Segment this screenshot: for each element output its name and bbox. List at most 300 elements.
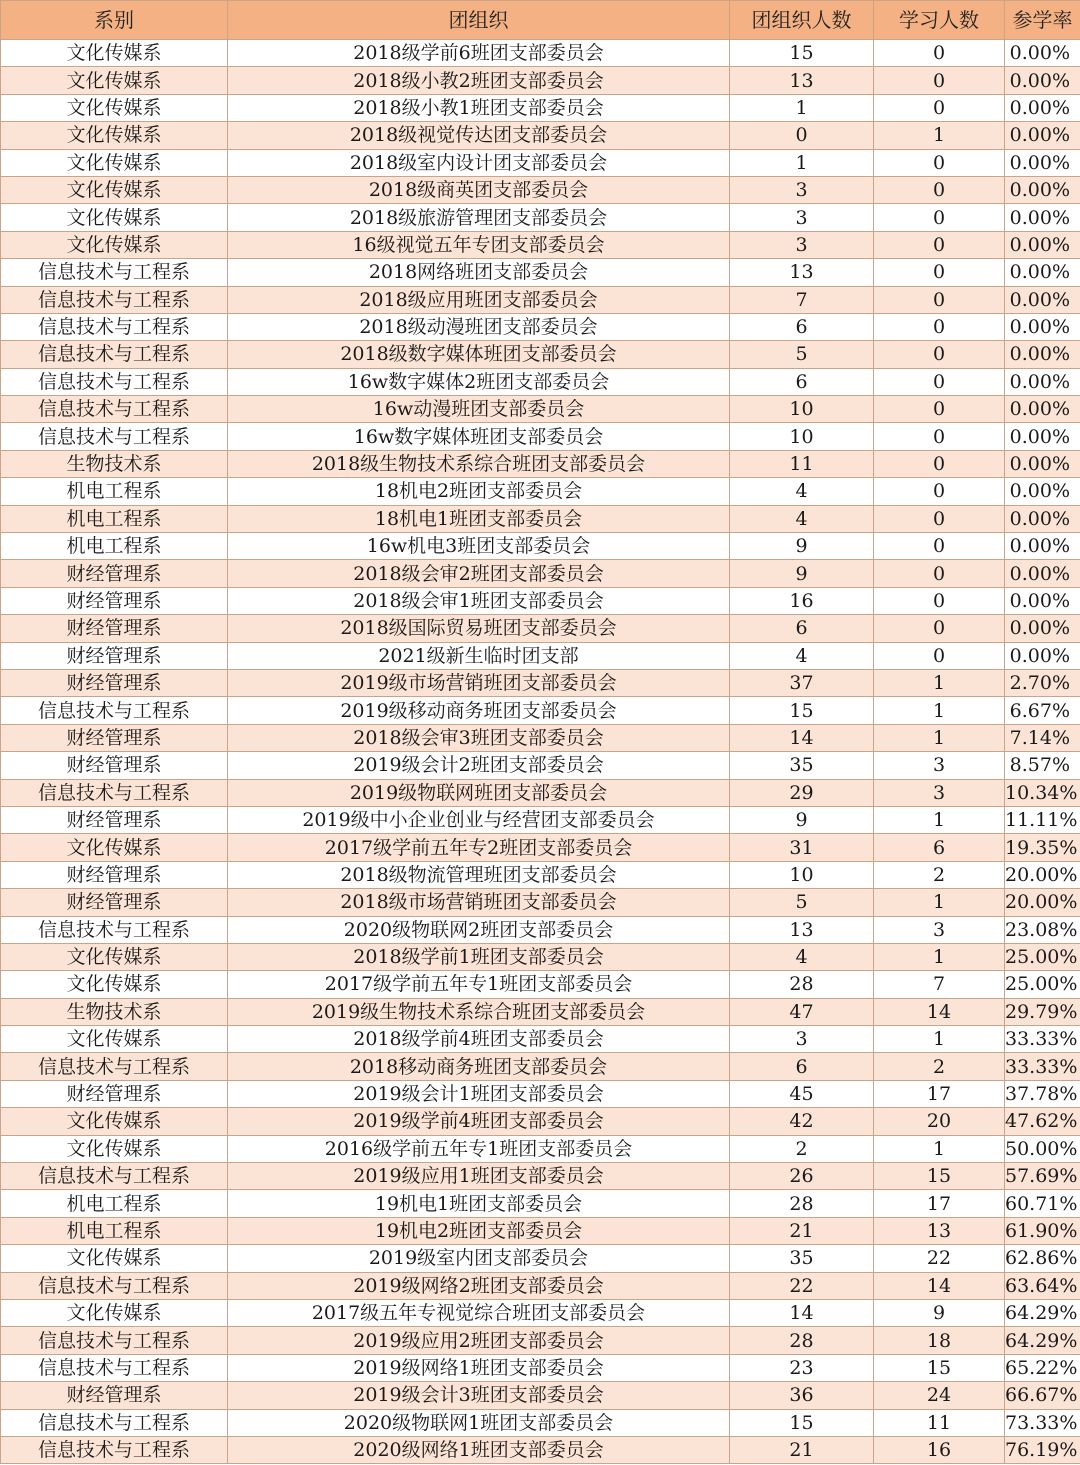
cell-participation-rate: 0.00% — [1005, 341, 1080, 368]
table-row — [1, 1135, 1080, 1162]
cell-department: 财经管理系 — [1, 560, 228, 587]
table-row — [1, 1382, 1080, 1409]
cell-organization: 2019级网络2班团支部委员会 — [228, 1272, 730, 1299]
cell-organization: 2019级生物技术系综合班团支部委员会 — [228, 998, 730, 1025]
cell-department: 文化传媒系 — [1, 204, 228, 231]
table-row — [1, 122, 1080, 149]
header-organization: 团组织 — [228, 1, 730, 40]
cell-organization: 2018级学前6班团支部委员会 — [228, 40, 730, 67]
table-row — [1, 1026, 1080, 1053]
cell-organization: 2018级动漫班团支部委员会 — [228, 313, 730, 340]
cell-member-count: 5 — [730, 889, 874, 916]
cell-department: 信息技术与工程系 — [1, 396, 228, 423]
table-row — [1, 1272, 1080, 1299]
cell-participation-rate: 73.33% — [1005, 1409, 1080, 1436]
cell-participation-rate: 64.29% — [1005, 1299, 1080, 1326]
cell-participation-rate: 23.08% — [1005, 916, 1080, 943]
cell-organization: 2017级五年专视觉综合班团支部委员会 — [228, 1299, 730, 1326]
cell-learner-count: 1 — [874, 806, 1005, 833]
cell-learner-count: 1 — [874, 889, 1005, 916]
cell-member-count: 45 — [730, 1080, 874, 1107]
table-header — [1, 1, 1080, 40]
cell-member-count: 9 — [730, 806, 874, 833]
cell-organization: 2019级会计3班团支部委员会 — [228, 1382, 730, 1409]
table-row — [1, 889, 1080, 916]
cell-participation-rate: 66.67% — [1005, 1382, 1080, 1409]
cell-participation-rate: 0.00% — [1005, 615, 1080, 642]
cell-participation-rate: 0.00% — [1005, 259, 1080, 286]
cell-member-count: 4 — [730, 642, 874, 669]
cell-learner-count: 6 — [874, 834, 1005, 861]
cell-department: 信息技术与工程系 — [1, 1436, 228, 1463]
cell-member-count: 13 — [730, 67, 874, 94]
cell-member-count: 47 — [730, 998, 874, 1025]
cell-member-count: 31 — [730, 834, 874, 861]
table-row — [1, 806, 1080, 833]
cell-organization: 16w数字媒体2班团支部委员会 — [228, 368, 730, 395]
cell-department: 财经管理系 — [1, 889, 228, 916]
cell-learner-count: 0 — [874, 176, 1005, 203]
cell-participation-rate: 0.00% — [1005, 286, 1080, 313]
cell-member-count: 10 — [730, 861, 874, 888]
cell-learner-count: 7 — [874, 971, 1005, 998]
cell-member-count: 35 — [730, 1245, 874, 1272]
cell-organization: 2021级新生临时团支部 — [228, 642, 730, 669]
cell-department: 文化传媒系 — [1, 1108, 228, 1135]
cell-learner-count: 15 — [874, 1163, 1005, 1190]
table-row — [1, 971, 1080, 998]
table-row — [1, 998, 1080, 1025]
cell-learner-count: 9 — [874, 1299, 1005, 1326]
cell-learner-count: 0 — [874, 94, 1005, 121]
cell-organization: 2020级网络1班团支部委员会 — [228, 1436, 730, 1463]
table-row — [1, 834, 1080, 861]
table-row — [1, 450, 1080, 477]
cell-participation-rate: 0.00% — [1005, 313, 1080, 340]
cell-participation-rate: 0.00% — [1005, 122, 1080, 149]
table-row — [1, 1245, 1080, 1272]
cell-participation-rate: 6.67% — [1005, 697, 1080, 724]
cell-participation-rate: 37.78% — [1005, 1080, 1080, 1107]
cell-department: 机电工程系 — [1, 505, 228, 532]
cell-member-count: 10 — [730, 423, 874, 450]
table-row — [1, 1080, 1080, 1107]
cell-participation-rate: 57.69% — [1005, 1163, 1080, 1190]
table-row — [1, 669, 1080, 696]
cell-participation-rate: 20.00% — [1005, 889, 1080, 916]
cell-learner-count: 22 — [874, 1245, 1005, 1272]
header-department: 系别 — [1, 1, 228, 40]
cell-department: 信息技术与工程系 — [1, 1163, 228, 1190]
cell-department: 信息技术与工程系 — [1, 779, 228, 806]
cell-organization: 2018级会审2班团支部委员会 — [228, 560, 730, 587]
cell-organization: 2018级国际贸易班团支部委员会 — [228, 615, 730, 642]
table-row — [1, 916, 1080, 943]
table-row — [1, 752, 1080, 779]
cell-department: 机电工程系 — [1, 533, 228, 560]
cell-department: 财经管理系 — [1, 642, 228, 669]
table-row — [1, 1354, 1080, 1381]
cell-organization: 16w机电3班团支部委员会 — [228, 533, 730, 560]
cell-department: 财经管理系 — [1, 1382, 228, 1409]
cell-learner-count: 3 — [874, 779, 1005, 806]
cell-organization: 2016级学前五年专1班团支部委员会 — [228, 1135, 730, 1162]
table-row — [1, 505, 1080, 532]
cell-department: 文化传媒系 — [1, 943, 228, 970]
cell-participation-rate: 2.70% — [1005, 669, 1080, 696]
header-row — [1, 1, 1080, 40]
table-row — [1, 861, 1080, 888]
cell-department: 信息技术与工程系 — [1, 1354, 228, 1381]
cell-organization: 18机电2班团支部委员会 — [228, 478, 730, 505]
cell-organization: 2019级市场营销班团支部委员会 — [228, 669, 730, 696]
cell-organization: 2019级室内团支部委员会 — [228, 1245, 730, 1272]
cell-learner-count: 0 — [874, 368, 1005, 395]
cell-department: 文化传媒系 — [1, 40, 228, 67]
cell-participation-rate: 0.00% — [1005, 67, 1080, 94]
table-row — [1, 204, 1080, 231]
table-row — [1, 478, 1080, 505]
cell-department: 文化传媒系 — [1, 1026, 228, 1053]
cell-member-count: 6 — [730, 368, 874, 395]
cell-member-count: 13 — [730, 259, 874, 286]
cell-member-count: 42 — [730, 1108, 874, 1135]
cell-department: 财经管理系 — [1, 861, 228, 888]
table-row — [1, 40, 1080, 67]
cell-member-count: 6 — [730, 1053, 874, 1080]
cell-learner-count: 0 — [874, 533, 1005, 560]
table-row — [1, 1108, 1080, 1135]
table-row — [1, 1327, 1080, 1354]
cell-participation-rate: 0.00% — [1005, 450, 1080, 477]
cell-learner-count: 1 — [874, 1135, 1005, 1162]
cell-department: 信息技术与工程系 — [1, 1053, 228, 1080]
cell-learner-count: 20 — [874, 1108, 1005, 1135]
cell-organization: 2018级学前1班团支部委员会 — [228, 943, 730, 970]
cell-member-count: 15 — [730, 697, 874, 724]
cell-department: 机电工程系 — [1, 1217, 228, 1244]
cell-department: 文化传媒系 — [1, 971, 228, 998]
table-row — [1, 533, 1080, 560]
cell-department: 文化传媒系 — [1, 1299, 228, 1326]
table-row — [1, 94, 1080, 121]
cell-participation-rate: 10.34% — [1005, 779, 1080, 806]
cell-organization: 2019级移动商务班团支部委员会 — [228, 697, 730, 724]
cell-participation-rate: 0.00% — [1005, 478, 1080, 505]
cell-member-count: 10 — [730, 396, 874, 423]
cell-member-count: 28 — [730, 971, 874, 998]
cell-member-count: 15 — [730, 40, 874, 67]
cell-member-count: 37 — [730, 669, 874, 696]
cell-learner-count: 0 — [874, 286, 1005, 313]
table-row — [1, 396, 1080, 423]
cell-learner-count: 0 — [874, 478, 1005, 505]
cell-organization: 19机电2班团支部委员会 — [228, 1217, 730, 1244]
table-row — [1, 642, 1080, 669]
cell-learner-count: 0 — [874, 204, 1005, 231]
cell-member-count: 35 — [730, 752, 874, 779]
cell-learner-count: 0 — [874, 505, 1005, 532]
cell-participation-rate: 0.00% — [1005, 176, 1080, 203]
table-row — [1, 697, 1080, 724]
cell-department: 财经管理系 — [1, 1080, 228, 1107]
cell-department: 信息技术与工程系 — [1, 286, 228, 313]
cell-organization: 2018级小教2班团支部委员会 — [228, 67, 730, 94]
cell-organization: 19机电1班团支部委员会 — [228, 1190, 730, 1217]
cell-learner-count: 0 — [874, 642, 1005, 669]
table-body — [1, 40, 1080, 1464]
cell-member-count: 11 — [730, 450, 874, 477]
cell-organization: 16级视觉五年专团支部委员会 — [228, 231, 730, 258]
cell-department: 生物技术系 — [1, 450, 228, 477]
cell-department: 信息技术与工程系 — [1, 368, 228, 395]
cell-department: 文化传媒系 — [1, 1135, 228, 1162]
cell-participation-rate: 0.00% — [1005, 587, 1080, 614]
cell-learner-count: 0 — [874, 615, 1005, 642]
cell-member-count: 6 — [730, 313, 874, 340]
cell-learner-count: 16 — [874, 1436, 1005, 1463]
cell-department: 信息技术与工程系 — [1, 697, 228, 724]
table-row — [1, 1217, 1080, 1244]
cell-learner-count: 18 — [874, 1327, 1005, 1354]
cell-member-count: 22 — [730, 1272, 874, 1299]
cell-department: 财经管理系 — [1, 752, 228, 779]
cell-participation-rate: 62.86% — [1005, 1245, 1080, 1272]
cell-organization: 2018级市场营销班团支部委员会 — [228, 889, 730, 916]
cell-learner-count: 1 — [874, 697, 1005, 724]
cell-organization: 16w动漫班团支部委员会 — [228, 396, 730, 423]
cell-member-count: 15 — [730, 1409, 874, 1436]
cell-member-count: 9 — [730, 533, 874, 560]
cell-participation-rate: 63.64% — [1005, 1272, 1080, 1299]
cell-participation-rate: 7.14% — [1005, 724, 1080, 751]
cell-organization: 2019级会计2班团支部委员会 — [228, 752, 730, 779]
table-row — [1, 615, 1080, 642]
cell-department: 财经管理系 — [1, 724, 228, 751]
cell-member-count: 6 — [730, 615, 874, 642]
table-row — [1, 560, 1080, 587]
table-row — [1, 943, 1080, 970]
cell-learner-count: 0 — [874, 259, 1005, 286]
table-row — [1, 1190, 1080, 1217]
cell-member-count: 21 — [730, 1436, 874, 1463]
cell-learner-count: 0 — [874, 587, 1005, 614]
header-participation-rate: 参学率 — [1005, 1, 1080, 40]
cell-member-count: 3 — [730, 231, 874, 258]
cell-learner-count: 0 — [874, 423, 1005, 450]
cell-participation-rate: 0.00% — [1005, 368, 1080, 395]
cell-member-count: 29 — [730, 779, 874, 806]
cell-participation-rate: 29.79% — [1005, 998, 1080, 1025]
cell-participation-rate: 19.35% — [1005, 834, 1080, 861]
cell-participation-rate: 20.00% — [1005, 861, 1080, 888]
cell-member-count: 16 — [730, 587, 874, 614]
table-row — [1, 231, 1080, 258]
cell-learner-count: 3 — [874, 752, 1005, 779]
header-learner-count: 学习人数 — [874, 1, 1005, 40]
table-row — [1, 176, 1080, 203]
cell-department: 财经管理系 — [1, 806, 228, 833]
cell-organization: 2019级会计1班团支部委员会 — [228, 1080, 730, 1107]
cell-department: 信息技术与工程系 — [1, 916, 228, 943]
table-row — [1, 67, 1080, 94]
cell-member-count: 14 — [730, 1299, 874, 1326]
cell-organization: 2019级中小企业创业与经营团支部委员会 — [228, 806, 730, 833]
cell-member-count: 28 — [730, 1327, 874, 1354]
cell-participation-rate: 65.22% — [1005, 1354, 1080, 1381]
cell-learner-count: 24 — [874, 1382, 1005, 1409]
cell-participation-rate: 0.00% — [1005, 204, 1080, 231]
table-row — [1, 1163, 1080, 1190]
cell-learner-count: 0 — [874, 40, 1005, 67]
cell-department: 信息技术与工程系 — [1, 341, 228, 368]
cell-member-count: 3 — [730, 204, 874, 231]
cell-participation-rate: 0.00% — [1005, 533, 1080, 560]
cell-department: 财经管理系 — [1, 615, 228, 642]
cell-participation-rate: 47.62% — [1005, 1108, 1080, 1135]
table-row — [1, 724, 1080, 751]
cell-organization: 2018网络班团支部委员会 — [228, 259, 730, 286]
cell-learner-count: 14 — [874, 1272, 1005, 1299]
cell-learner-count: 0 — [874, 450, 1005, 477]
cell-participation-rate: 61.90% — [1005, 1217, 1080, 1244]
cell-department: 信息技术与工程系 — [1, 1272, 228, 1299]
cell-member-count: 4 — [730, 943, 874, 970]
cell-organization: 2018级生物技术系综合班团支部委员会 — [228, 450, 730, 477]
cell-department: 文化传媒系 — [1, 834, 228, 861]
cell-learner-count: 0 — [874, 341, 1005, 368]
cell-organization: 2018级室内设计团支部委员会 — [228, 149, 730, 176]
cell-member-count: 13 — [730, 916, 874, 943]
cell-organization: 2019级应用2班团支部委员会 — [228, 1327, 730, 1354]
cell-department: 财经管理系 — [1, 669, 228, 696]
cell-organization: 2018级应用班团支部委员会 — [228, 286, 730, 313]
cell-participation-rate: 33.33% — [1005, 1026, 1080, 1053]
cell-learner-count: 0 — [874, 560, 1005, 587]
cell-department: 信息技术与工程系 — [1, 423, 228, 450]
cell-participation-rate: 0.00% — [1005, 642, 1080, 669]
cell-member-count: 9 — [730, 560, 874, 587]
cell-member-count: 4 — [730, 478, 874, 505]
cell-organization: 2020级物联网2班团支部委员会 — [228, 916, 730, 943]
cell-participation-rate: 0.00% — [1005, 231, 1080, 258]
cell-participation-rate: 0.00% — [1005, 149, 1080, 176]
table-row — [1, 587, 1080, 614]
cell-organization: 2019级网络1班团支部委员会 — [228, 1354, 730, 1381]
cell-learner-count: 0 — [874, 67, 1005, 94]
cell-department: 文化传媒系 — [1, 1245, 228, 1272]
cell-organization: 2018级商英团支部委员会 — [228, 176, 730, 203]
cell-member-count: 36 — [730, 1382, 874, 1409]
cell-participation-rate: 11.11% — [1005, 806, 1080, 833]
cell-participation-rate: 60.71% — [1005, 1190, 1080, 1217]
cell-learner-count: 1 — [874, 1026, 1005, 1053]
cell-learner-count: 2 — [874, 861, 1005, 888]
cell-organization: 2017级学前五年专2班团支部委员会 — [228, 834, 730, 861]
cell-learner-count: 17 — [874, 1080, 1005, 1107]
cell-organization: 2018移动商务班团支部委员会 — [228, 1053, 730, 1080]
cell-learner-count: 15 — [874, 1354, 1005, 1381]
cell-learner-count: 0 — [874, 149, 1005, 176]
cell-participation-rate: 0.00% — [1005, 505, 1080, 532]
cell-learner-count: 13 — [874, 1217, 1005, 1244]
cell-learner-count: 3 — [874, 916, 1005, 943]
cell-organization: 2018级物流管理班团支部委员会 — [228, 861, 730, 888]
cell-organization: 16w数字媒体班团支部委员会 — [228, 423, 730, 450]
cell-member-count: 23 — [730, 1354, 874, 1381]
table-row — [1, 259, 1080, 286]
cell-organization: 2018级会审3班团支部委员会 — [228, 724, 730, 751]
cell-participation-rate: 76.19% — [1005, 1436, 1080, 1463]
cell-learner-count: 14 — [874, 998, 1005, 1025]
table-row — [1, 341, 1080, 368]
table-row — [1, 368, 1080, 395]
cell-department: 信息技术与工程系 — [1, 1327, 228, 1354]
header-member-count: 团组织人数 — [730, 1, 874, 40]
cell-member-count: 5 — [730, 341, 874, 368]
cell-member-count: 14 — [730, 724, 874, 751]
cell-department: 信息技术与工程系 — [1, 1409, 228, 1436]
cell-learner-count: 0 — [874, 231, 1005, 258]
cell-member-count: 26 — [730, 1163, 874, 1190]
cell-member-count: 3 — [730, 1026, 874, 1053]
cell-organization: 2020级物联网1班团支部委员会 — [228, 1409, 730, 1436]
cell-department: 文化传媒系 — [1, 231, 228, 258]
table-row — [1, 779, 1080, 806]
cell-member-count: 2 — [730, 1135, 874, 1162]
cell-organization: 2019级应用1班团支部委员会 — [228, 1163, 730, 1190]
cell-member-count: 0 — [730, 122, 874, 149]
table-row — [1, 313, 1080, 340]
cell-organization: 2019级学前4班团支部委员会 — [228, 1108, 730, 1135]
cell-participation-rate: 33.33% — [1005, 1053, 1080, 1080]
cell-department: 文化传媒系 — [1, 149, 228, 176]
cell-learner-count: 1 — [874, 943, 1005, 970]
cell-participation-rate: 0.00% — [1005, 396, 1080, 423]
cell-learner-count: 0 — [874, 396, 1005, 423]
cell-organization: 2018级学前4班团支部委员会 — [228, 1026, 730, 1053]
cell-participation-rate: 0.00% — [1005, 423, 1080, 450]
cell-department: 财经管理系 — [1, 587, 228, 614]
table-row — [1, 149, 1080, 176]
cell-member-count: 1 — [730, 149, 874, 176]
cell-learner-count: 1 — [874, 724, 1005, 751]
cell-participation-rate: 0.00% — [1005, 40, 1080, 67]
cell-department: 生物技术系 — [1, 998, 228, 1025]
table-row — [1, 1436, 1080, 1463]
cell-organization: 18机电1班团支部委员会 — [228, 505, 730, 532]
cell-participation-rate: 8.57% — [1005, 752, 1080, 779]
cell-learner-count: 1 — [874, 122, 1005, 149]
cell-department: 文化传媒系 — [1, 94, 228, 121]
cell-learner-count: 17 — [874, 1190, 1005, 1217]
cell-participation-rate: 0.00% — [1005, 560, 1080, 587]
table-row — [1, 1299, 1080, 1326]
cell-participation-rate: 25.00% — [1005, 971, 1080, 998]
cell-organization: 2017级学前五年专1班团支部委员会 — [228, 971, 730, 998]
cell-member-count: 3 — [730, 176, 874, 203]
cell-learner-count: 11 — [874, 1409, 1005, 1436]
cell-department: 机电工程系 — [1, 478, 228, 505]
cell-organization: 2018级小教1班团支部委员会 — [228, 94, 730, 121]
cell-organization: 2018级数字媒体班团支部委员会 — [228, 341, 730, 368]
cell-department: 信息技术与工程系 — [1, 259, 228, 286]
cell-member-count: 28 — [730, 1190, 874, 1217]
cell-participation-rate: 50.00% — [1005, 1135, 1080, 1162]
cell-organization: 2018级会审1班团支部委员会 — [228, 587, 730, 614]
cell-department: 文化传媒系 — [1, 67, 228, 94]
cell-organization: 2018级视觉传达团支部委员会 — [228, 122, 730, 149]
